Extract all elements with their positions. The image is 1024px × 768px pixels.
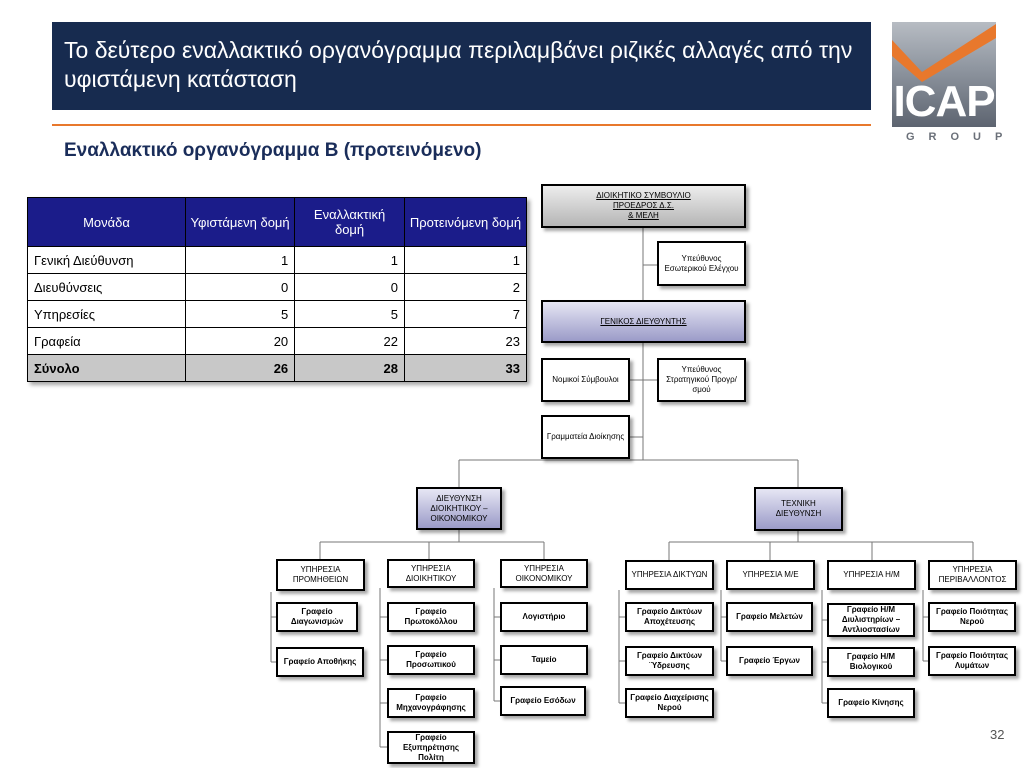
org-secretariat-box: Γραμματεία Διοίκησης xyxy=(541,415,630,459)
logo-text: ICAP xyxy=(893,77,995,126)
table-cell: 20 xyxy=(186,328,295,355)
org-service-box: ΥΠΗΡΕΣΙΑ ΠΡΟΜΗΘΕΙΩΝ xyxy=(276,559,365,591)
org-service-box: ΥΠΗΡΕΣΙΑ ΔΙΚΤΥΩΝ xyxy=(625,560,714,590)
org-office-box: Γραφείο Πρωτοκόλλου xyxy=(387,602,475,632)
org-service-box: ΥΠΗΡΕΣΙΑ ΔΙΟΙΚΗΤΙΚΟΥ xyxy=(387,559,475,588)
org-office-box: Γραφείο Η/Μ Διυλιστηρίων – Αντλιοστασίων xyxy=(827,603,915,637)
table-header-cell: Υφιστάμενη δομή xyxy=(186,198,295,247)
org-service-box: ΥΠΗΡΕΣΙΑ Μ/Ε xyxy=(726,560,815,590)
chart-subtitle: Εναλλακτικό οργανόγραμμα Β (προτεινόμενο) xyxy=(64,140,482,161)
table-cell: 1 xyxy=(295,247,405,274)
table-cell: 33 xyxy=(404,355,526,382)
org-office-box: Γραφείο Εσόδων xyxy=(500,686,586,716)
org-office-box: Γραφείο Μηχανογράφησης xyxy=(387,688,475,718)
table-cell: 2 xyxy=(404,274,526,301)
table-cell: 5 xyxy=(186,301,295,328)
org-office-box: Γραφείο Ποιότητας Νερού xyxy=(928,602,1016,632)
table-cell: Διευθύνσεις xyxy=(28,274,186,301)
table-cell: 0 xyxy=(186,274,295,301)
table-header-cell: Εναλλακτική δομή xyxy=(295,198,405,247)
org-service-box: ΥΠΗΡΕΣΙΑ Η/Μ xyxy=(827,560,916,590)
org-office-box: Γραφείο Διαγωνισμών xyxy=(276,602,358,632)
org-board-line3: & ΜΕΛΗ xyxy=(628,211,659,220)
org-admin-directorate-box: ΔΙΕΥΘΥΝΣΗ ΔΙΟΙΚΗΤΙΚΟΥ – ΟΙΚΟΝΟΜΙΚΟΥ xyxy=(416,487,502,530)
org-office-box: Γραφείο Προσωπικού xyxy=(387,645,475,675)
table-cell: Υπηρεσίες xyxy=(28,301,186,328)
org-strategic-box: Υπεύθυνος Στρατηγικού Προγρ/σμού xyxy=(657,358,746,402)
table-cell: 5 xyxy=(295,301,405,328)
org-tech-directorate-box: ΤΕΧΝΙΚΗ ΔΙΕΥΘΥΝΣΗ xyxy=(754,487,843,531)
table-cell: 28 xyxy=(295,355,405,382)
table-header-cell: Προτεινόμενη δομή xyxy=(404,198,526,247)
table-cell: 1 xyxy=(186,247,295,274)
org-office-box: Γραφείο Δικτύων ¨Υδρευσης xyxy=(625,646,714,676)
org-general-manager-box: ΓΕΝΙΚΟΣ ΔΙΕΥΘΥΝΤΗΣ xyxy=(541,300,746,343)
org-office-box: Γραφείο Δικτύων Αποχέτευσης xyxy=(625,602,714,632)
table-cell: Σύνολο xyxy=(28,355,186,382)
org-office-box: Γραφείο Μελετών xyxy=(726,602,813,632)
slide-title: Το δεύτερο εναλλακτικό οργανόγραμμα περιλαμβάνει ριζικές αλλαγές από την υφιστάμενη κατάσταση xyxy=(64,37,853,92)
table-cell: 23 xyxy=(404,328,526,355)
table-cell: 7 xyxy=(404,301,526,328)
table-cell: 26 xyxy=(186,355,295,382)
org-office-box: Γραφείο Έργων xyxy=(726,646,813,676)
org-office-box: Γραφείο Εξυπηρέτησης Πολίτη xyxy=(387,731,475,764)
org-board-box xyxy=(541,184,746,228)
table-cell: Γενική Διεύθυνση xyxy=(28,247,186,274)
org-office-box: Γραφείο Κίνησης xyxy=(827,688,915,718)
org-legal-box: Νομικοί Σύμβουλοι xyxy=(541,358,630,402)
org-board-line2: ΠΡΟΕΔΡΟΣ Δ.Σ. xyxy=(612,201,675,210)
org-internal-audit-box: Υπεύθυνος Εσωτερικού Ελέγχου xyxy=(657,241,746,286)
table-cell: 1 xyxy=(404,247,526,274)
org-service-box: ΥΠΗΡΕΣΙΑ ΠΕΡΙΒΑΛΛΟΝΤΟΣ xyxy=(928,560,1017,590)
table-cell: 0 xyxy=(295,274,405,301)
org-office-box: Λογιστήριο xyxy=(500,602,588,632)
org-board-line1: ΔΙΟΙΚΗΤΙΚΟ ΣΥΜΒΟΥΛΙΟ xyxy=(596,191,691,200)
org-service-box: ΥΠΗΡΕΣΙΑ ΟΙΚΟΝΟΜΙΚΟΥ xyxy=(500,559,588,588)
org-office-box: Γραφείο Αποθήκης xyxy=(276,647,364,677)
org-office-box: Γραφείο Η/Μ Βιολογικού xyxy=(827,647,915,677)
table-header-cell: Μονάδα xyxy=(28,198,186,247)
table-cell: 22 xyxy=(295,328,405,355)
org-office-box: Γραφείο Διαχείρισης Νερού xyxy=(625,688,714,718)
org-office-box: Ταμείο xyxy=(500,645,588,675)
page-number: 32 xyxy=(990,727,1005,742)
logo-group-text: GROUP xyxy=(906,131,1017,143)
table-cell: Γραφεία xyxy=(28,328,186,355)
org-office-box: Γραφείο Ποιότητας Λυμάτων xyxy=(928,646,1016,676)
